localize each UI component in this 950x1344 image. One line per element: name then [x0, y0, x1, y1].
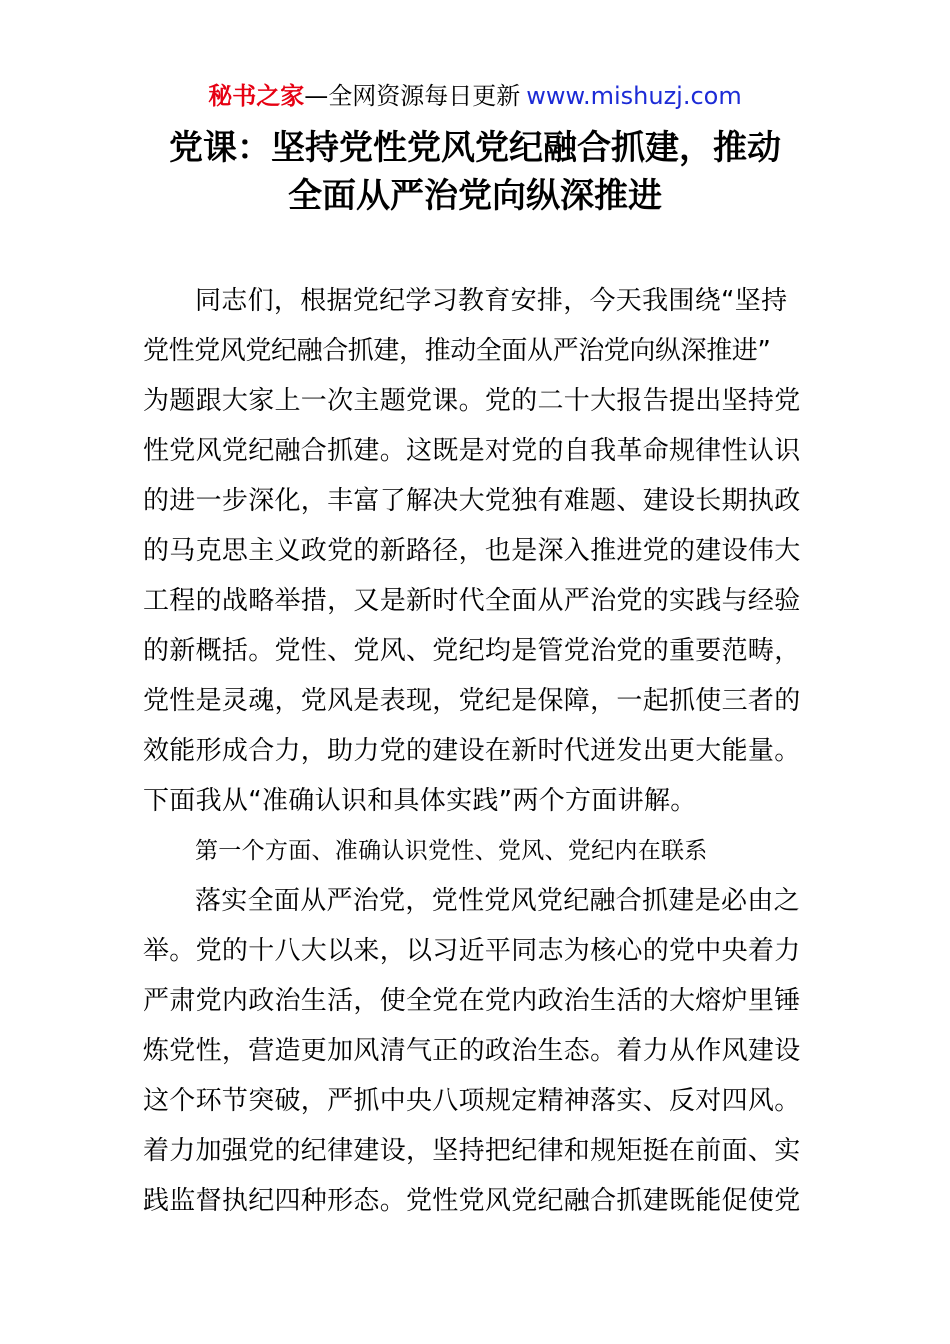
- body-line: 效能形成合力，助力党的建设在新时代迸发出更大能量。: [143, 736, 801, 766]
- body-line: 同志们，根据党纪学习教育安排，今天我围绕“坚持: [195, 286, 788, 316]
- body-line: 严肃党内政治生活，使全党在党内政治生活的大熔炉里锤: [143, 986, 801, 1016]
- body-line: 下面我从“准确认识和具体实践”两个方面讲解。: [143, 786, 697, 816]
- body-line: 为题跟大家上一次主题党课。党的二十大报告提出坚持党: [143, 386, 801, 416]
- section-heading: 第一个方面、准确认识党性、党风、党纪内在联系: [195, 838, 708, 864]
- body-line: 党性是灵魂，党风是表现，党纪是保障，一起抓使三者的: [143, 686, 801, 716]
- body-line: 落实全面从严治党，党性党风党纪融合抓建是必由之: [195, 886, 800, 916]
- body-line: 炼党性，营造更加风清气正的政治生态。着力从作风建设: [143, 1036, 801, 1066]
- body-line: 的新概括。党性、党风、党纪均是管党治党的重要范畴，: [143, 636, 801, 666]
- site-header: [0, 80, 950, 112]
- title-line-2: 全面从严治党向纵深推进: [288, 176, 662, 216]
- site-url[interactable]: www.mishuzj.com: [526, 82, 742, 110]
- body-line: 着力加强党的纪律建设，坚持把纪律和规矩挺在前面、实: [143, 1136, 801, 1166]
- body-line: 工程的战略举措，又是新时代全面从严治党的实践与经验: [143, 586, 801, 616]
- body-line: 这个环节突破，严抓中央八项规定精神落实、反对四风。: [143, 1086, 801, 1116]
- site-tagline: —全网资源每日更新: [304, 82, 521, 110]
- body-line: 举。党的十八大以来，以习近平同志为核心的党中央着力: [143, 936, 801, 966]
- body-line: 性党风党纪融合抓建。这既是对党的自我革命规律性认识: [143, 436, 801, 466]
- body-line: 的马克思主义政党的新路径，也是深入推进党的建设伟大: [143, 536, 801, 566]
- body-line: 的进一步深化，丰富了解决大党独有难题、建设长期执政: [143, 486, 801, 516]
- title-line-1: 党课：坚持党性党风党纪融合抓建，推动: [169, 128, 781, 168]
- body-line: 践监督执纪四种形态。党性党风党纪融合抓建既能促使党: [143, 1186, 801, 1216]
- site-brand: 秘书之家: [208, 82, 305, 110]
- document-body: [143, 276, 808, 1226]
- document-title: [0, 124, 950, 220]
- body-line: 党性党风党纪融合抓建，推动全面从严治党向纵深推进”: [143, 336, 771, 366]
